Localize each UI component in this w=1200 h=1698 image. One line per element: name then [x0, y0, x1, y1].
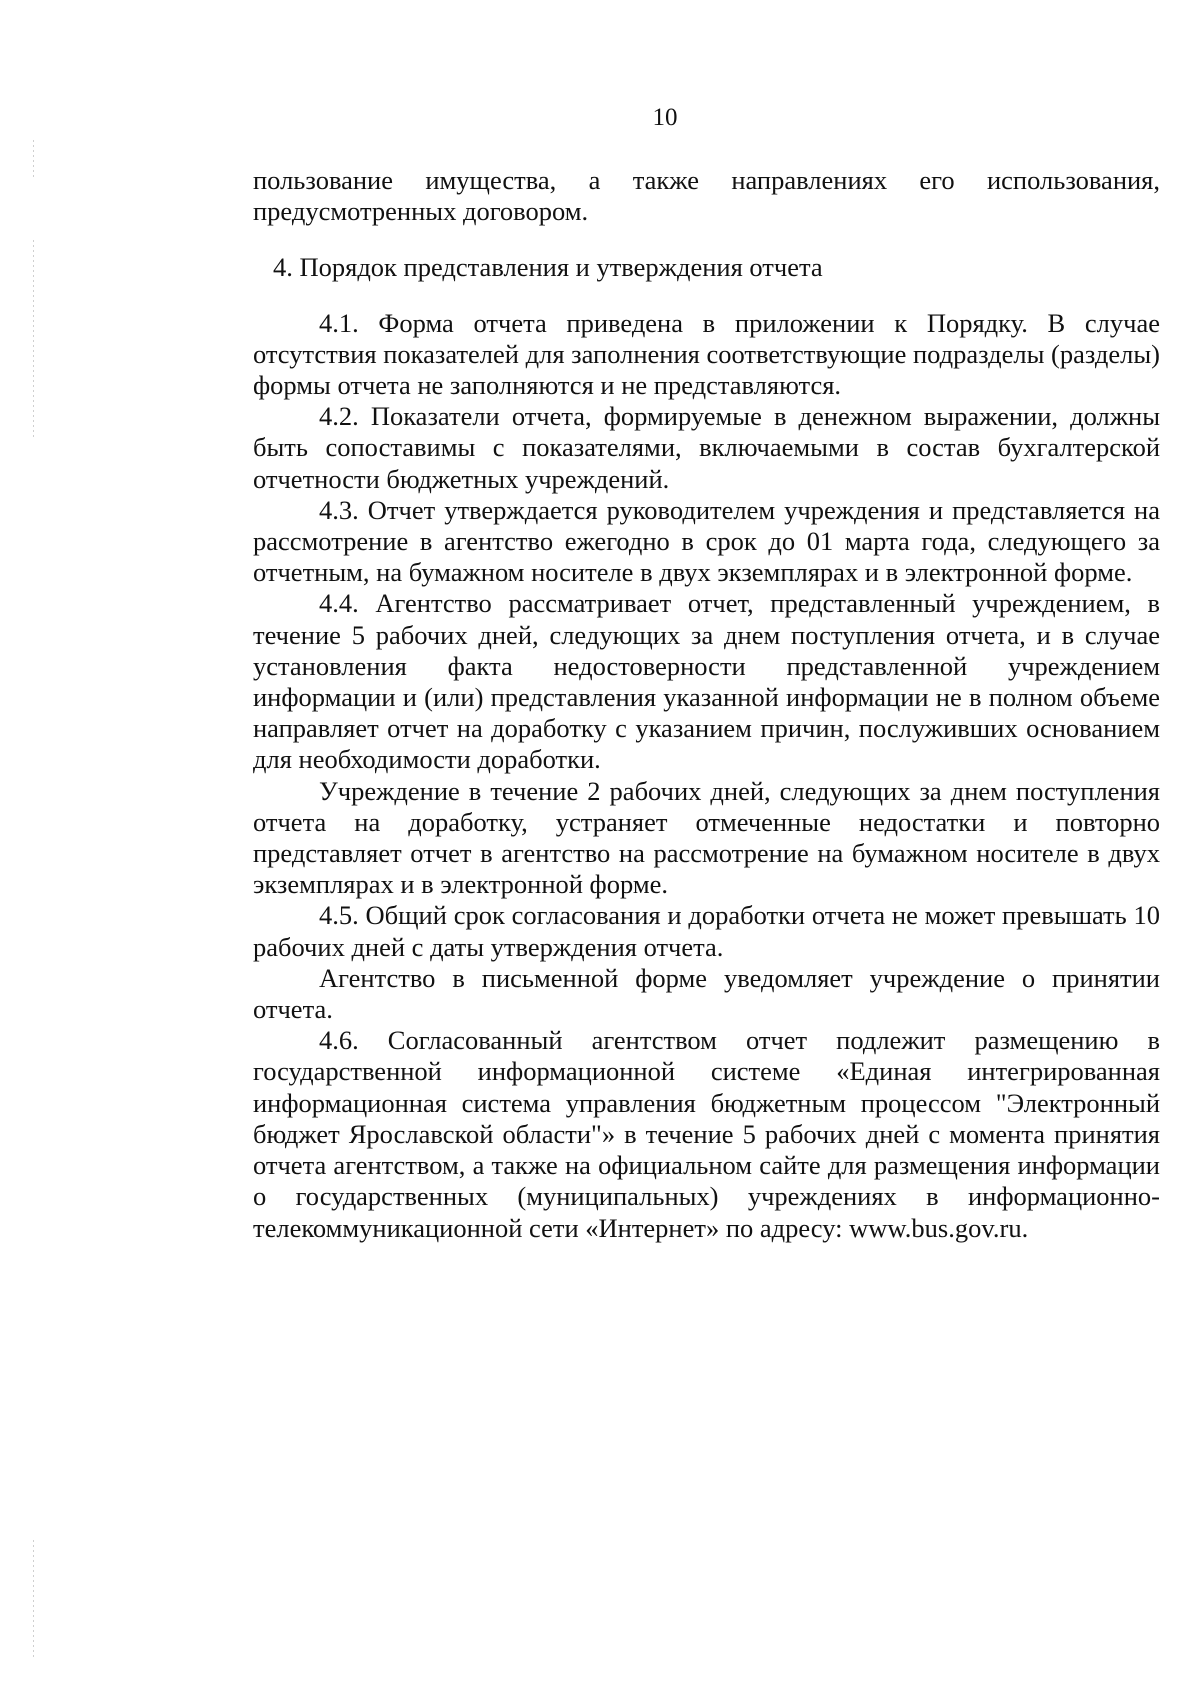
paragraph-4-6: 4.6. Согласованный агентством отчет подлежит размещению в государственной информационной системе «Единая интегрированная информационная система управления бюджетным процессом "Электронный бюджет Ярославской области"» в течение 5 рабочих дней с момента принятия отчета агентством, а также на официальном сайте для размещения информации о государственных (муниципальных) учреждениях в информационно-телекоммуникационной сети «Интернет» по адресу: www.bus.gov.ru. [253, 1025, 1160, 1243]
paragraph-4-5-continued: Агентство в письменной форме уведомляет учреждение о принятии отчета. [253, 962, 1160, 1025]
continuation-paragraph: пользование имущества, а также направлениях его использования, предусмотренных договором. [253, 165, 1160, 227]
scan-artifact-line [33, 140, 34, 180]
scan-artifact-line [33, 240, 34, 440]
paragraph-4-4: 4.4. Агентство рассматривает отчет, представленный учреждением, в течение 5 рабочих дней, следующих за днем поступления отчета, и в случае установления факта недостоверности представленной учреждением информации и (или) представления указанной информации не в полном объеме направляет отчет на доработку с указанием причин, послуживших основанием для необходимости доработки. [253, 588, 1160, 775]
document-body [253, 165, 1160, 1244]
paragraph-4-3: 4.3. Отчет утверждается руководителем учреждения и представляется на рассмотрение в агентство ежегодно в срок до 01 марта года, следующего за отчетным, на бумажном носителе в двух экземплярах и в электронной форме. [253, 494, 1160, 588]
scan-artifact-line [33, 1540, 34, 1660]
paragraph-4-1: 4.1. Форма отчета приведена в приложении к Порядку. В случае отсутствия показателей для заполнения соответствующие подразделы (разделы) формы отчета не заполняются и не представляются. [253, 307, 1160, 401]
paragraph-4-2: 4.2. Показатели отчета, формируемые в денежном выражении, должны быть сопоставимы с показателями, включаемыми в состав бухгалтерской отчетности бюджетных учреждений. [253, 401, 1160, 494]
section-title: 4. Порядок представления и утверждения отчета [273, 252, 823, 283]
paragraph-4-5: 4.5. Общий срок согласования и доработки отчета не может превышать 10 рабочих дней с даты утверждения отчета. [253, 900, 1160, 962]
paragraph-4-4-continued: Учреждение в течение 2 рабочих дней, следующих за днем поступления отчета на доработку, устраняет отмеченные недостатки и повторно представляет отчет в агентство на рассмотрение на бумажном носителе в двух экземплярах и в электронной форме. [253, 775, 1160, 900]
page-number: 10 [652, 104, 678, 131]
